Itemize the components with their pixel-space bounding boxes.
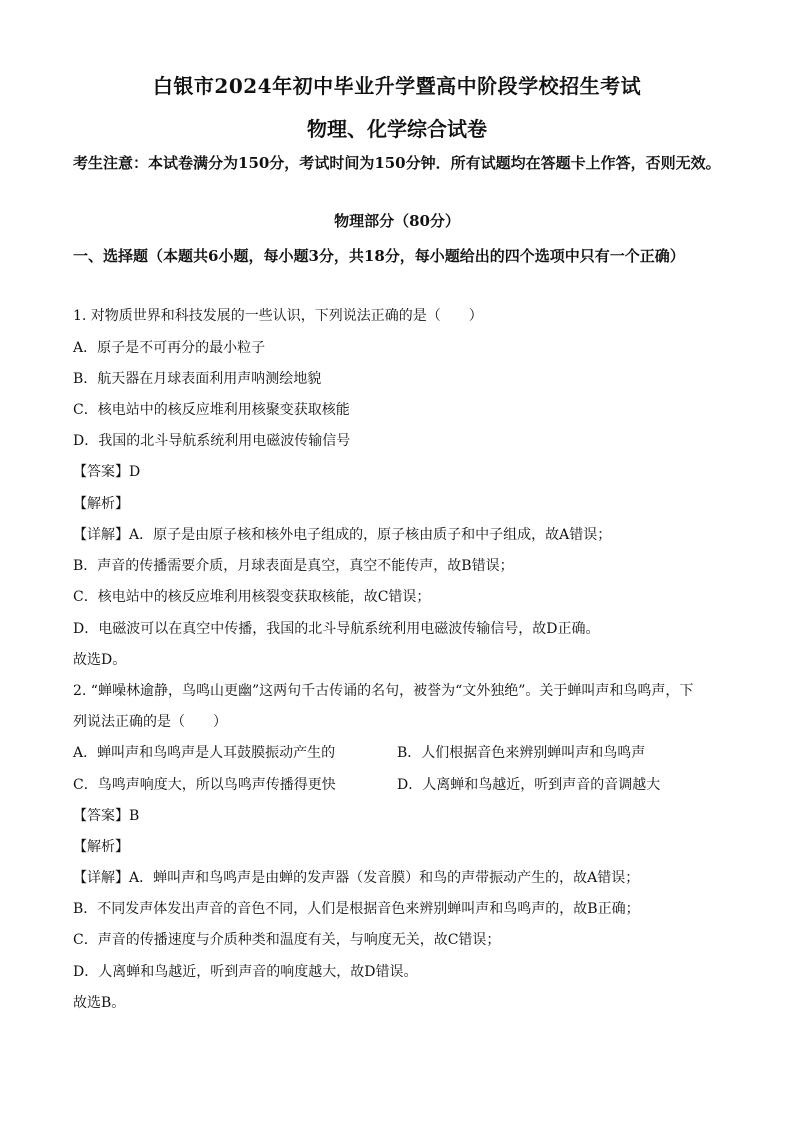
section-title: 物理部分（80分） bbox=[334, 212, 460, 230]
q1-detail-d: D．电磁波可以在真空中传播，我国的北斗导航系统利用电磁波传输信号，故D正确。 bbox=[73, 621, 600, 637]
question-group-heading: 一、选择题（本题共6小题，每小题3分，共18分，每小题给出的四个选项中只有一个正确） bbox=[73, 247, 685, 265]
exam-notice: 考生注意：本试卷满分为150分，考试时间为150分钟．所有试题均在答题卡上作答，否则无效。 bbox=[73, 154, 721, 172]
q1-detail-b: B．声音的传播需要介质，月球表面是真空，真空不能传声，故B错误； bbox=[73, 558, 514, 574]
q1-detail-c: C．核电站中的核反应堆利用核裂变获取核能，故C错误； bbox=[73, 589, 431, 605]
q2-option-a: A．蝉叫声和鸟鸣声是人耳鼓膜振动产生的 bbox=[73, 745, 336, 761]
q2-option-b: B．人们根据音色来辨别蝉叫声和鸟鸣声 bbox=[397, 745, 646, 761]
q2-option-d: D．人离蝉和鸟越近，听到声音的音调越大 bbox=[397, 777, 661, 793]
q2-stem-line1: 2. “蝉噪林逾静，鸟鸣山更幽”这两句千古传诵的名句，被誉为“文外独绝”。关于蝉叫声和鸟鸣声，下 bbox=[73, 683, 694, 699]
page-subtitle: 物理、化学综合试卷 bbox=[307, 117, 487, 141]
q2-stem-line2: 列说法正确的是（ ） bbox=[73, 714, 227, 730]
q2-answer: 【答案】B bbox=[73, 808, 140, 824]
q1-option-d: D．我国的北斗导航系统利用电磁波传输信号 bbox=[73, 433, 351, 449]
q1-answer: 【答案】D bbox=[73, 464, 141, 480]
q2-option-c: C．鸟鸣声响度大，所以鸟鸣声传播得更快 bbox=[73, 777, 336, 793]
q1-detail-a: 【详解】A．原子是由原子核和核外电子组成的，原子核由质子和中子组成，故A错误； bbox=[73, 527, 612, 543]
q2-detail-b: B．不同发声体发出声音的音色不同，人们是根据音色来辨别蝉叫声和鸟鸣声的，故B正确； bbox=[73, 901, 640, 917]
q2-detail-d: D．人离蝉和鸟越近，听到声音的响度越大，故D错误。 bbox=[73, 964, 418, 980]
q2-detail-a: 【详解】A．蝉叫声和鸟鸣声是由蝉的发声器（发音膜）和鸟的声带振动产生的，故A错误； bbox=[73, 870, 640, 886]
q2-analysis-label: 【解析】 bbox=[73, 839, 129, 855]
q1-analysis-label: 【解析】 bbox=[73, 496, 129, 512]
q2-detail-c: C．声音的传播速度与介质种类和温度有关，与响度无关，故C错误； bbox=[73, 932, 501, 948]
q1-stem: 1. 对物质世界和科技发展的一些认识，下列说法正确的是（ ） bbox=[73, 308, 483, 324]
q1-conclusion: 故选D。 bbox=[73, 652, 127, 668]
page-title: 白银市2024年初中毕业升学暨高中阶段学校招生考试 bbox=[152, 74, 642, 98]
q1-option-a: A．原子是不可再分的最小粒子 bbox=[73, 340, 266, 356]
q1-option-b: B．航天器在月球表面利用声呐测绘地貌 bbox=[73, 371, 322, 387]
q2-conclusion: 故选B。 bbox=[73, 995, 126, 1011]
q1-option-c: C．核电站中的核反应堆利用核聚变获取核能 bbox=[73, 402, 350, 418]
